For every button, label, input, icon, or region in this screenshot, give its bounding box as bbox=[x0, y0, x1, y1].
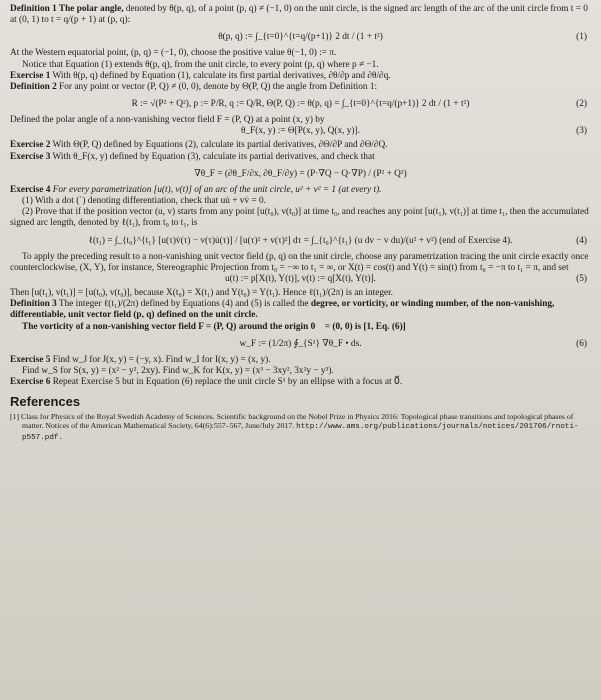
equation-4-row bbox=[10, 230, 591, 252]
definition-1-heading: Definition 1 The polar angle, bbox=[10, 4, 124, 14]
definition-3-vorticity: The vorticity of a non-vanishing vector field F = (P, Q) around the origin 0⃗ = (0, 0) is [1, Eq. (6)] bbox=[22, 321, 406, 332]
exercise-6-heading: Exercise 6 bbox=[10, 377, 51, 388]
paragraph-polar-angle-field: Defined the polar angle of a non-vanishing vector field F = (P, Q) at a point (x, y) by bbox=[10, 115, 325, 126]
exercise-2-heading: Exercise 2 bbox=[10, 140, 51, 151]
reference-1-number: [1] bbox=[10, 411, 20, 421]
exercise-4-heading: Exercise 4 bbox=[10, 184, 51, 195]
paragraph-integer-conclusion: Then [u(t₁), v(t₁)] = [u(t₀), v(t₀)], because X(t₀) = X(t₁) and Y(t₀) = Y(t₁). Hence ℓ(t₁)/(2π) is an integer. bbox=[10, 288, 394, 299]
gradient-equation: ∇θ_F = (∂θ_F/∂x, ∂θ_F/∂y) = (P·∇Q − Q·∇P) / (P² + Q²) bbox=[194, 168, 407, 179]
exercise-4-item-2: (2) Prove that if the position vector (u, v) starts from any point [u(t₀), v(t₀)] at time t₀, and reaches any point [u(t₁), v(t₁)] at time t₁, then the accumulated signed arc length, denoted by ℓ(t₁), from t₀ to t₁, is bbox=[10, 207, 589, 229]
exercise-1-body: With θ(p, q) defined by Equation (1), calculate its first partial derivatives, ∂θ/∂p and ∂θ/∂q. bbox=[52, 70, 391, 81]
definition-3-body-c: of the non-vanishing, differentiable, unit vector field (p, q) defined on the unit circle. bbox=[10, 299, 555, 321]
definition-2-heading: Definition 2 bbox=[10, 82, 57, 93]
definition-2-body: For any point or vector (P, Q) ≠ (0, 0), denote by Θ(P, Q) the angle from Definition 1: bbox=[59, 82, 378, 93]
equation-3: θ_F(x, y) := Θ[P(x, y), Q(x, y)]. bbox=[241, 126, 360, 137]
definition-3-body-a: The integer ℓ(t₁)/(2π) defined by Equations (4) and (5) is called the bbox=[58, 299, 309, 310]
equation-2: R := √(P² + Q²), p := P/R, q := Q/R, Θ(P, Q) := θ(p, q) = ∫_{t=0}^{t=q/(p+1)} 2 dt / (1 + t²) bbox=[131, 99, 470, 110]
exercise-3 bbox=[10, 152, 591, 163]
exercise-5 bbox=[10, 355, 591, 366]
equation-4: ℓ(t₁) = ∫_{t₀}^{t₁} [u(τ)v̇(τ) − v(τ)u̇(τ)] / [u(τ)² + v(τ)²] dτ = ∫_{t₀}^{t₁} (u dv − v du)/(u² + v²) (end of Exercise 4). bbox=[88, 235, 513, 246]
equation-4-number: (4) bbox=[576, 235, 587, 246]
definition-3-body-b: degree, or vorticity, or winding number, bbox=[310, 299, 469, 310]
equation-1-row bbox=[10, 26, 591, 48]
definition-2 bbox=[10, 82, 591, 93]
definition-1 bbox=[10, 4, 591, 26]
exercise-1-heading: Exercise 1 bbox=[10, 70, 51, 81]
definition-1-body: denoted by θ(p, q), of a point (p, q) ≠ (−1, 0) on the unit circle, is the signed arc length of the arc of the unit circle from t = 0 at (0, 1) to t = q/(p + 1) at (p, q): bbox=[10, 4, 588, 26]
equation-3-row bbox=[10, 126, 591, 140]
reference-1 bbox=[10, 412, 591, 444]
exercise-3-body: With θ_F(x, y) defined by Equation (3), calculate its partial derivatives, and check that bbox=[52, 151, 375, 162]
definition-3-heading: Definition 3 bbox=[10, 299, 57, 310]
reference-1-text: Class for Physics of the Royal Swedish Academy of Sciences. Scientific background on the Nobel Prize in Physics 2016: Topological phase transitions and topological phases of matter. Notices of the American Mathematical Society, 64(6):557–567, June/July 2017. bbox=[21, 411, 574, 431]
equation-5: u(t) := p[X(t), Y(t)], v(t) := q[X(t), Y(t)]. bbox=[224, 274, 376, 285]
equation-2-row bbox=[10, 93, 591, 115]
paragraph-western-point: At the Western equatorial point, (p, q) = (−1, 0), choose the positive value θ(−1, 0) := π. bbox=[10, 48, 337, 59]
exercise-2-body: With Θ(P, Q) defined by Equations (2), calculate its partial derivatives, ∂Θ/∂P and ∂Θ/∂Q. bbox=[52, 140, 388, 151]
reference-1-url[interactable]: http://www.ams.org/publications/journals/notices/201706/rnoti-p557.pdf. bbox=[22, 423, 579, 443]
exercise-5-line-2: Find w_S for S(x, y) = (x² − y², 2xy). Find w_K for K(x, y) = (x³ − 3xy², 3x²y − y³). bbox=[22, 366, 334, 377]
equation-1: θ(p, q) := ∫_{t=0}^{t=q/(p+1)} 2 dt / (1 + t²) bbox=[218, 32, 383, 43]
exercise-5-heading: Exercise 5 bbox=[10, 354, 51, 365]
definition-3 bbox=[10, 299, 591, 321]
equation-1-number: (1) bbox=[576, 32, 587, 43]
paragraph-extension-note: Notice that Equation (1) extends θ(p, q), from the unit circle, to every point (p, q) where p ≠ −1. bbox=[22, 59, 379, 70]
equation-3-number: (3) bbox=[576, 126, 587, 137]
exercise-4-item-1: (1) With a dot (˙) denoting differentiation, check that uu̇ + vv̇ = 0. bbox=[22, 196, 266, 207]
exercise-6-body: Repeat Exercise 5 but in Equation (6) replace the unit circle S¹ by an ellipse with a focus at 0⃗. bbox=[52, 377, 403, 388]
exercise-2 bbox=[10, 140, 591, 151]
references-heading: References bbox=[10, 394, 81, 410]
equation-5-row bbox=[10, 274, 591, 288]
exercise-6 bbox=[10, 377, 591, 388]
exercise-1 bbox=[10, 71, 591, 82]
gradient-equation-row bbox=[10, 163, 591, 185]
exercise-5-line-1: Find w_J for J(x, y) = (−y, x). Find w_I for I(x, y) = (x, y). bbox=[52, 354, 271, 365]
equation-5-number: (5) bbox=[576, 274, 587, 285]
paragraph-parametrization: To apply the preceding result to a non-vanishing unit vector field (p, q) on the unit circle, choose any parametrization tracing the unit circle exactly once counterclockwise, (X, Y), for instance, Stereographic Projection from t₀ = −∞ to t₁ = ∞, or X(t) = cos(t) and Y(t) = sin(t) from t₀ = −π to t₁ = π, and set bbox=[10, 251, 589, 273]
exercise-4 bbox=[10, 185, 591, 196]
exercise-4-body: For every parametrization [u(t), v(t)] of an arc of the unit circle, u² + v² = 1 (at every t). bbox=[52, 184, 382, 195]
equation-6-number: (6) bbox=[576, 338, 587, 349]
equation-6: w_F := (1/2π) ∮_{S¹} ∇θ_F • ds. bbox=[239, 338, 362, 349]
exercise-3-heading: Exercise 3 bbox=[10, 151, 51, 162]
equation-2-number: (2) bbox=[576, 99, 587, 110]
equation-6-row bbox=[10, 333, 591, 355]
